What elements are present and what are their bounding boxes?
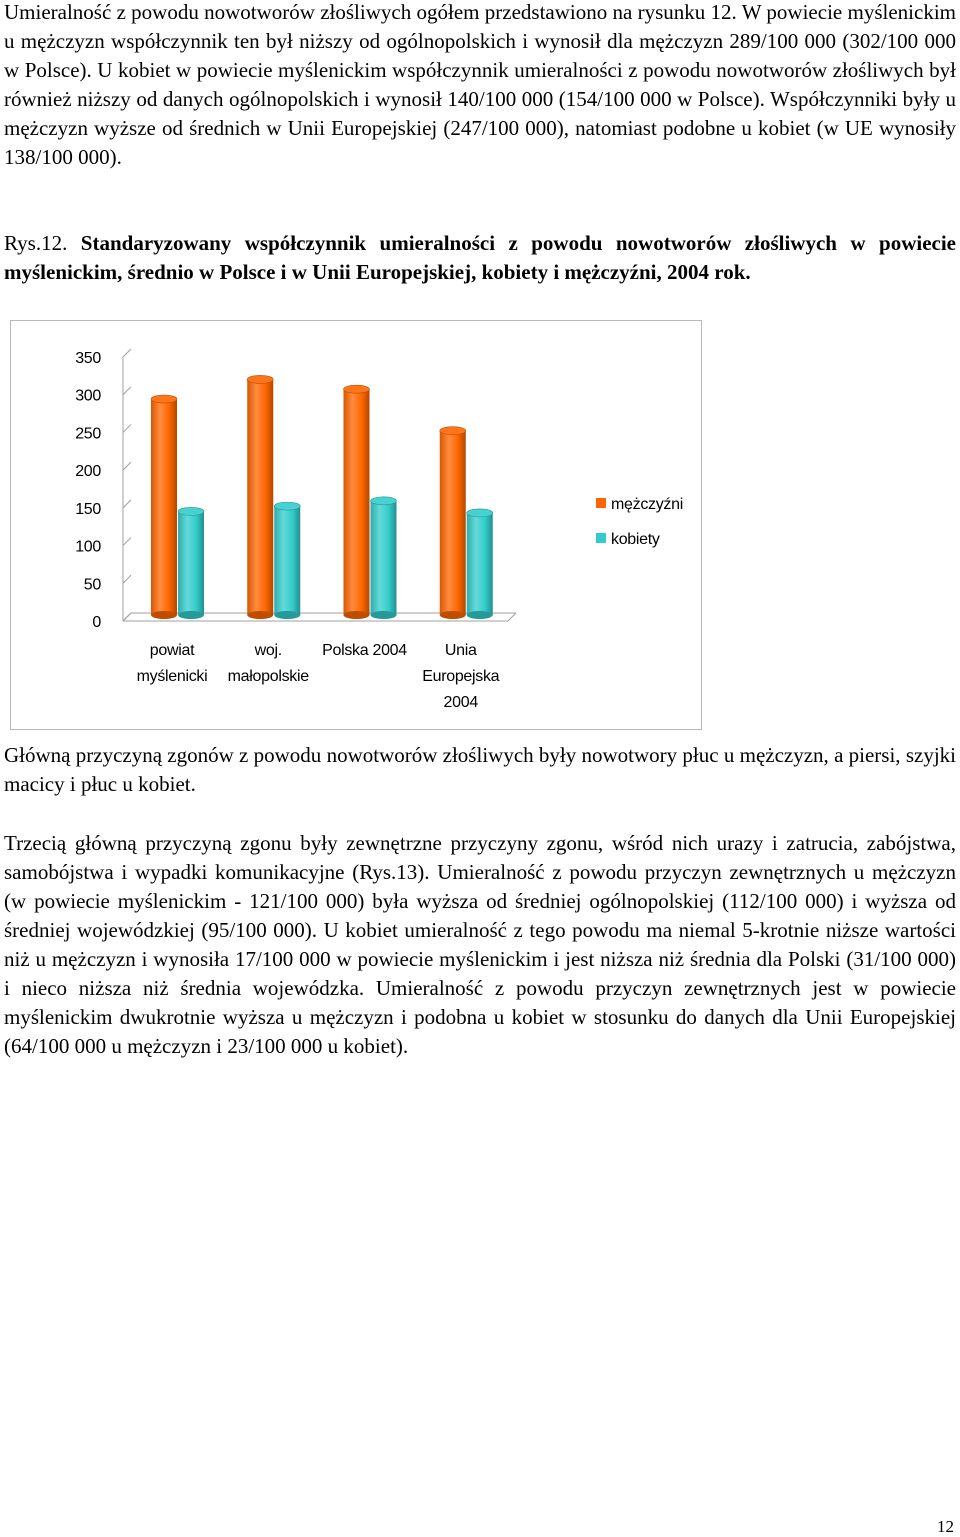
bar-top (178, 507, 204, 515)
x-tick-label: Polska 2004 (322, 642, 407, 659)
chart-frame (10, 320, 702, 730)
y-tick-label: 250 (75, 425, 101, 443)
bar-body (344, 389, 370, 615)
bar-mężczyźni-3 (440, 427, 466, 619)
bar-base (467, 611, 493, 619)
y-tick-mark (123, 424, 131, 432)
y-tick-label: 300 (75, 387, 101, 405)
y-tick-mark (123, 575, 131, 583)
y-tick-label: 0 (92, 614, 101, 631)
bar-base (247, 611, 273, 619)
bar-body (371, 501, 397, 615)
bar-body (440, 431, 466, 615)
bar-mężczyźni-0 (151, 395, 177, 619)
paragraph-intro: Umieralność z powodu nowotworów złośliwych ogółem przedstawiono na rysunku 12. W powiecie myślenickim u mężczyzn współczynnik ten był niższy od ogólnopolskich i wynosił dla mężczyzn 289/100 000 (302/100 000 w Polsce). U kobiet w powiecie myślenickim współczynnik umieralności z powodu nowotworów złośliwych był również niższy od danych ogólnopolskich i wynosił 140/100 000 (154/100 000 w Polsce). Współczynniki były u mężczyzn wyższe od średnich w Unii Europejskiej (247/100 000), natomiast podobne u kobiet (w UE wynosiły 138/100 000). (4, 0, 956, 169)
bar-top (247, 375, 273, 383)
figure-caption-title: Standaryzowany współczynnik umieralności z powodu nowotworów złośliwych w powiecie myślenickim, średnio w Polsce i w Unii Europejskiej, kobiety i mężczyźni, 2004 rok. (4, 231, 956, 284)
bar-kobiety-2 (371, 497, 397, 619)
bar-kobiety-0 (178, 507, 204, 619)
bar-top (467, 509, 493, 517)
legend-label-kobiety: kobiety (611, 531, 660, 548)
x-tick-label: Europejska (422, 668, 500, 685)
bar-base (440, 611, 466, 619)
legend-label-mężczyźni: mężczyźni (611, 496, 683, 513)
x-tick-label: powiat (149, 642, 195, 659)
x-tick-label: 2004 (443, 694, 478, 711)
figure-caption-prefix: Rys.12. (4, 231, 68, 255)
y-tick-mark (123, 387, 131, 395)
bar-top (151, 395, 177, 403)
bar-kobiety-1 (274, 502, 300, 619)
bar-kobiety-3 (467, 509, 493, 619)
legend-swatch-kobiety (596, 533, 606, 543)
bar-base (371, 611, 397, 619)
bar-chart (11, 321, 703, 731)
y-tick-label: 50 (83, 576, 101, 594)
bar-base (344, 611, 370, 619)
y-tick-label: 100 (75, 538, 101, 556)
bar-top (371, 497, 397, 505)
bar-body (247, 379, 273, 615)
bar-mężczyźni-1 (247, 375, 273, 619)
bar-top (344, 385, 370, 393)
y-tick-label: 150 (75, 500, 101, 518)
floor-right (508, 613, 516, 621)
x-tick-label: małopolskie (227, 668, 309, 685)
x-tick-label: Unia (444, 642, 477, 659)
y-tick-mark (123, 462, 131, 470)
paragraph-main-cause: Główną przyczyną zgonów z powodu nowotworów złośliwych były nowotwory płuc u mężczyzn, a piersi, szyjki macicy i płuc u kobiet. (4, 743, 956, 796)
page-number: 12 (937, 1517, 954, 1536)
paragraph-external-causes: Trzecią główną przyczyną zgonu były zewnętrzne przyczyny zgonu, wśród nich urazy i zatrucia, zabójstwa, samobójstwa i wypadki komunikacyjne (Rys.13). Umieralność z powodu przyczyn zewnętrznych u mężczyzn (w powiecie myślenickim - 121/100 000) była wyższa od średniej ogólnopolskiej (112/100 000) i wyższa od średniej wojewódzkiej (95/100 000). U kobiet umieralność z tego powodu ma niemal 5-krotnie niższe wartości niż u mężczyzn i wynosiła 17/100 000 w powiecie myślenickim i jest niższa niż średnia dla Polski (31/100 000) i nieco niższa niż średnia wojewódzka. Umieralność z powodu przyczyn zewnętrznych jest w powiecie myślenickim dwukrotnie wyższa u mężczyzn i podobna u kobiet w stosunku do danych dla Unii Europejskiej (64/100 000 u mężczyzn i 23/100 000 u kobiet). (4, 831, 956, 1058)
bar-base (274, 611, 300, 619)
bar-body (467, 513, 493, 615)
y-tick-mark (123, 613, 131, 621)
y-tick-label: 350 (75, 350, 101, 367)
bar-mężczyźni-2 (344, 385, 370, 619)
x-tick-label: woj. (254, 642, 282, 659)
figure-caption (4, 229, 956, 287)
bar-top (274, 502, 300, 510)
bar-body (274, 506, 300, 615)
bar-body (178, 511, 204, 615)
x-tick-label: myślenicki (136, 668, 208, 685)
y-tick-label: 200 (75, 463, 101, 481)
bar-top (440, 427, 466, 435)
y-tick-mark (123, 538, 131, 546)
bar-base (178, 611, 204, 619)
legend-swatch-mężczyźni (596, 498, 606, 508)
bar-body (151, 399, 177, 615)
y-tick-mark (123, 500, 131, 508)
y-tick-mark (123, 349, 131, 357)
bar-base (151, 611, 177, 619)
